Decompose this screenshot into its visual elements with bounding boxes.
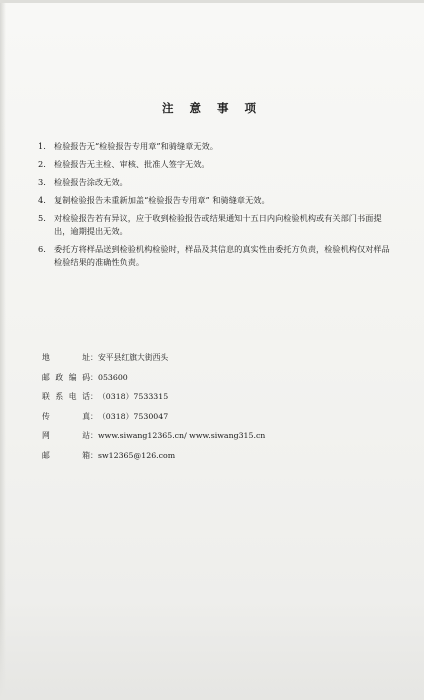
note-text: 检验报告涂改无效。 [54,177,128,187]
note-text: 复制检验报告未重新加盖“检验报告专用章” 和骑缝章无效。 [54,195,270,205]
scan-edge-top [0,0,424,3]
contact-postcode-row [42,372,382,383]
notes-list [34,140,394,274]
scan-shading [0,600,424,700]
note-text: 委托方将样品送到检验机构检验时，样品及其信息的真实性由委托方负责，检验机构仅对样品检验结果的准确性负责。 [54,244,390,267]
note-item [34,176,394,189]
email-value: sw12365@126.com [98,450,176,460]
note-item [34,158,394,171]
label-colon: ： [90,372,98,382]
note-number: 4. [38,195,46,205]
note-number: 2. [38,159,46,169]
note-item [34,140,394,153]
note-text: 检验报告无“检验报告专用章”和骑缝章无效。 [54,141,218,151]
note-text: 检验报告无主检、审核、批准人签字无效。 [54,159,210,169]
note-item [34,212,394,238]
postcode-value: 053600 [98,372,128,382]
address-value: 安平县红旗大街西头 [98,353,169,362]
contact-phone-row [42,391,382,402]
note-number: 3. [38,177,46,187]
contact-address-row [42,352,382,363]
website-value: www.siwang12365.cn/ www.siwang315.cn [98,431,266,441]
note-item [34,194,394,207]
phone-value: （0318）7533315 [98,392,169,402]
contact-email-row [42,450,382,461]
fax-label: 传 真 [42,411,90,421]
note-number: 6. [38,244,46,254]
postcode-label: 邮政编码 [42,372,90,382]
address-label: 地 址 [42,353,90,362]
website-label: 网 站 [42,431,90,441]
contact-block [42,352,382,470]
note-text: 对检验报告若有异议，应于收到检验报告或结果通知十五日内向检验机构或有关部门书面提出，逾期提出无效。 [54,213,382,236]
label-colon: ： [90,450,98,460]
label-colon: ： [90,353,98,362]
contact-website-row [42,430,382,441]
email-label: 邮 箱 [42,450,90,460]
page-title: 注 意 事 项 [161,101,262,115]
contact-fax-row [42,411,382,422]
phone-label: 联系电话 [42,392,90,402]
note-item [34,243,394,269]
note-number: 1. [38,141,46,151]
label-colon: ： [90,392,98,402]
fax-value: （0318）7530047 [98,411,169,421]
label-colon: ： [90,411,98,421]
label-colon: ： [90,431,98,441]
note-number: 5. [38,213,46,223]
